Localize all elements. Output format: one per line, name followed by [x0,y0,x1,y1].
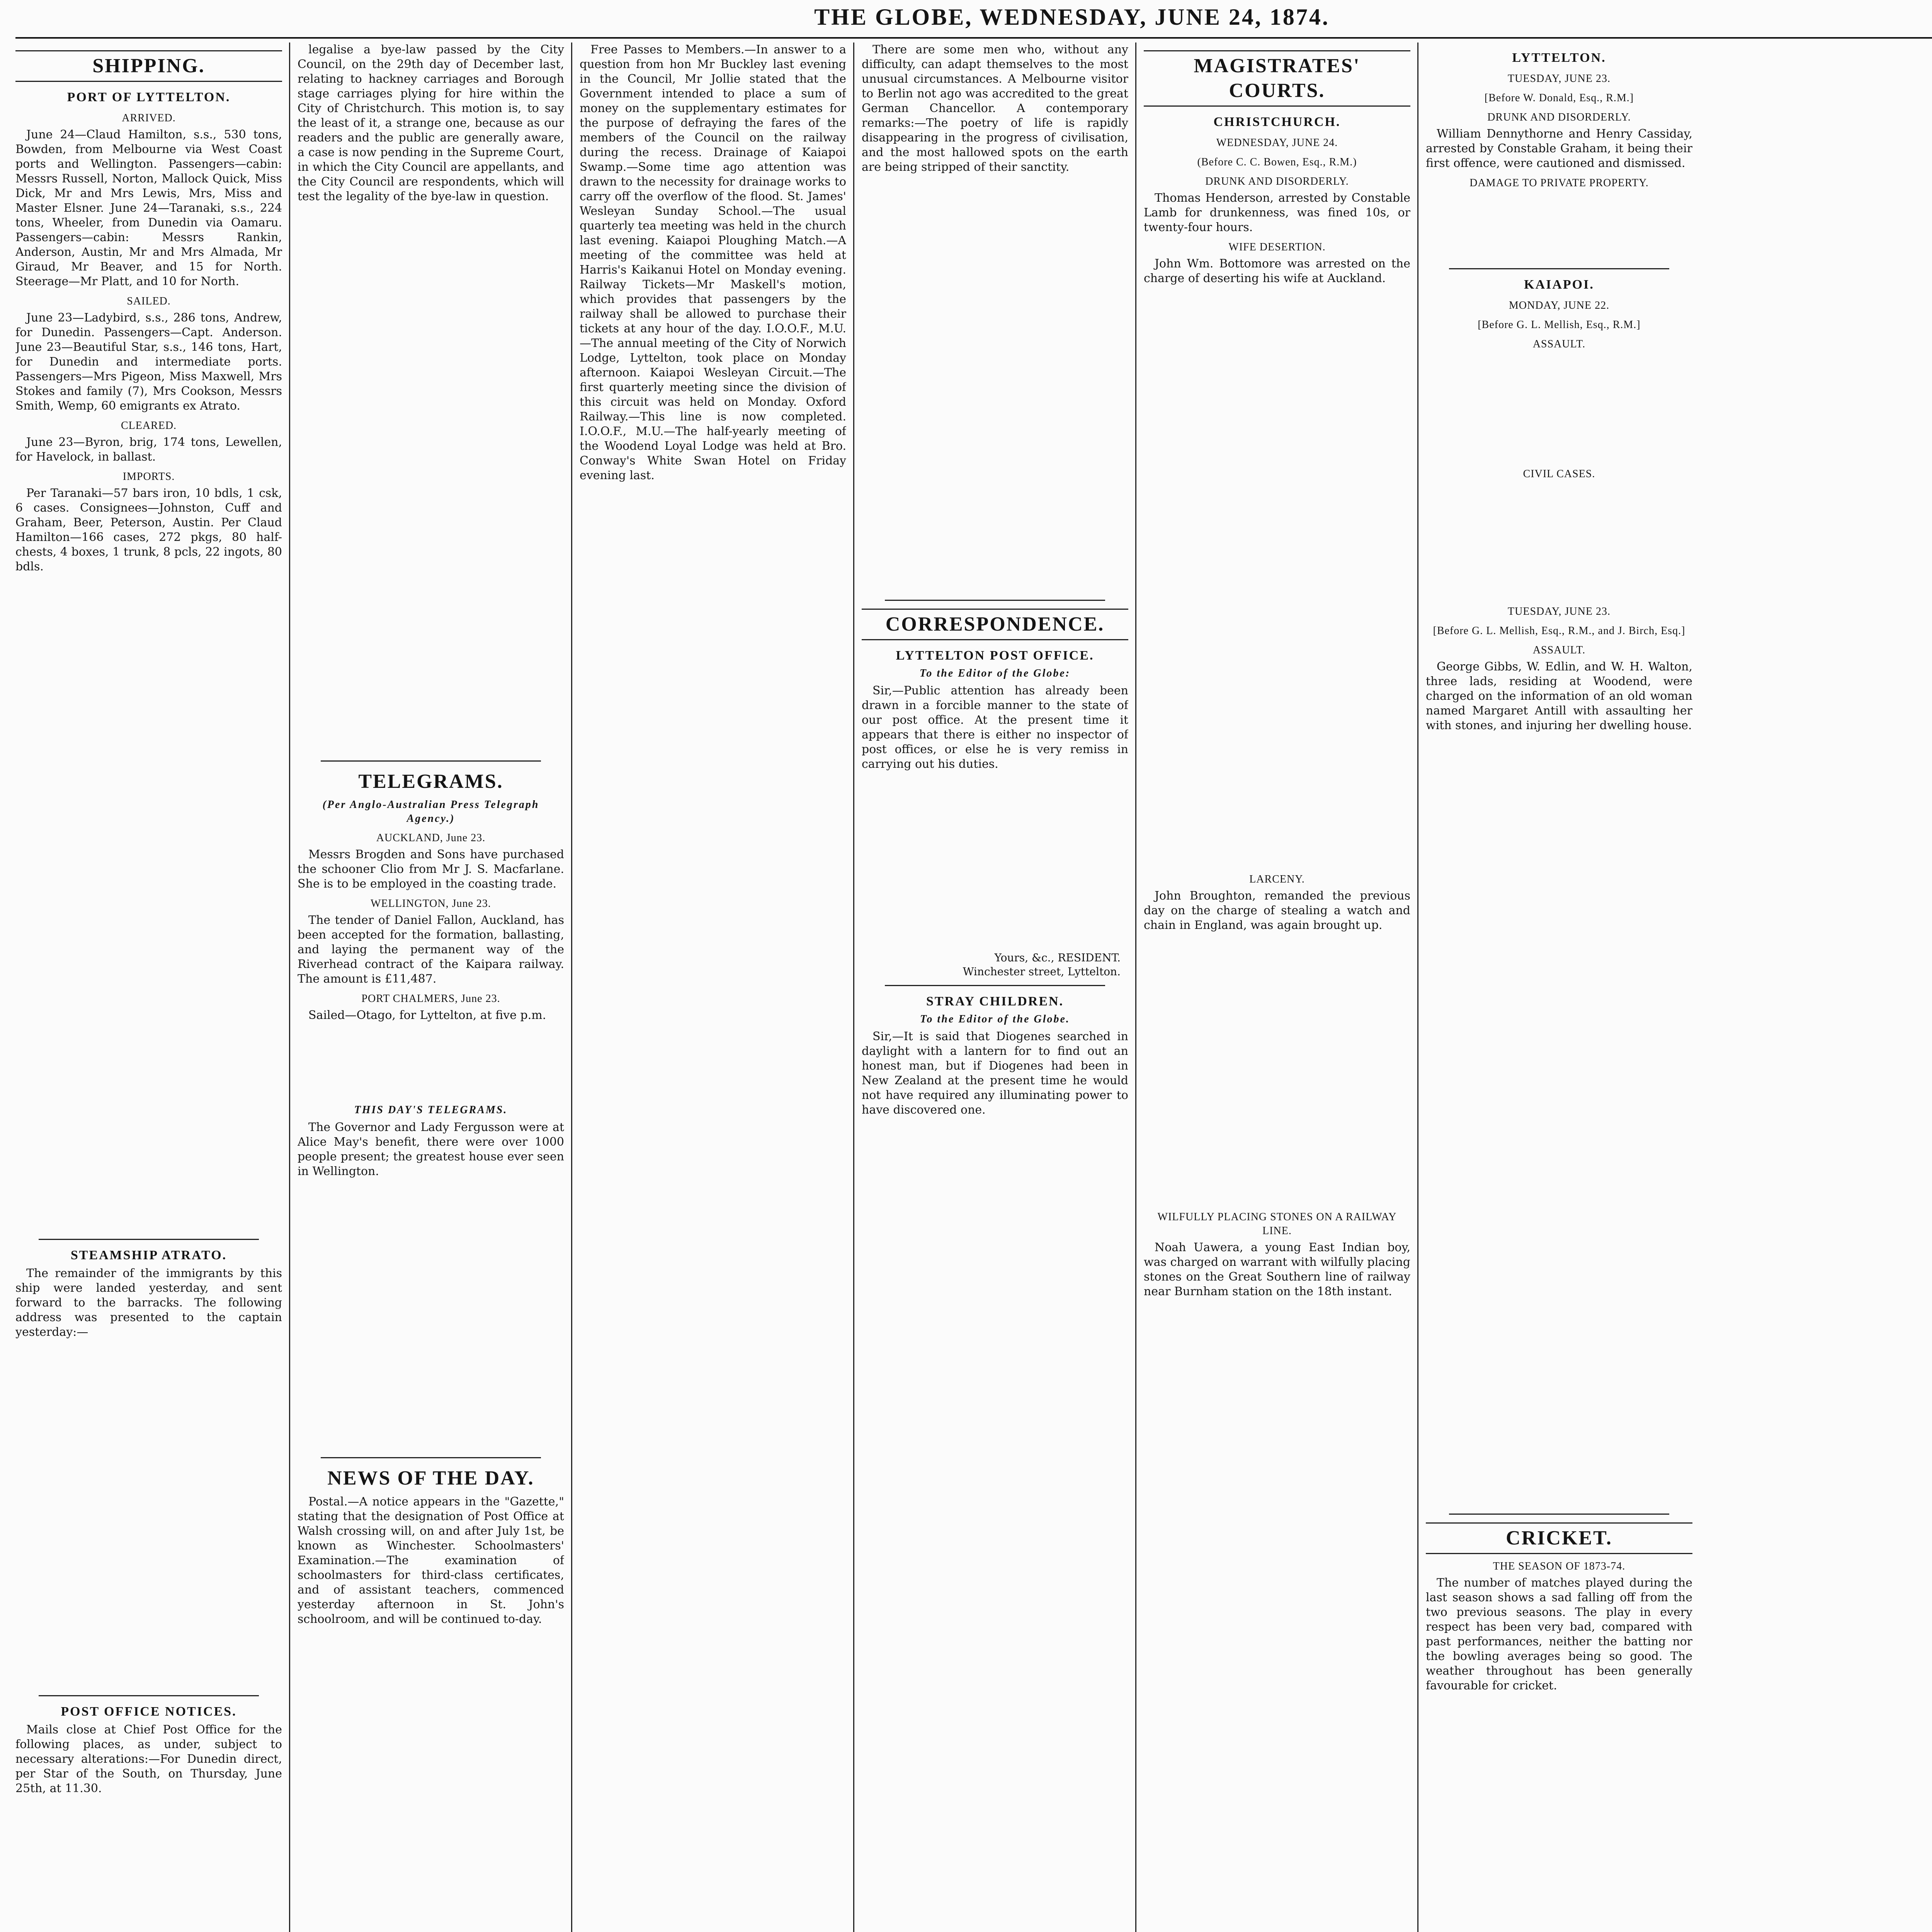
section-rule [885,600,1105,601]
todays-telegrams-text: The Governor and Lady Fergusson were at Alice May's benefit, there were over 1000 people present; the greatest house ever seen in Wellington. [298,1121,564,1178]
filler-text [1426,354,1692,462]
cleared-heading: CLEARED. [121,420,177,432]
steamship-heading: STEAMSHIP ATRATO. [70,1248,227,1262]
port-chalmers-text: Sailed—Otago, for Lyttelton, at five p.m. [308,1009,546,1022]
larceny-heading: LARCENY. [1249,873,1305,885]
kaiapoi-date: MONDAY, JUNE 22. [1509,299,1610,311]
sailed-heading: SAILED. [127,295,171,307]
court1-bench: (Before C. C. Bowen, Esq., R.M.) [1197,156,1357,168]
shipping-heading: SHIPPING. [15,50,282,82]
port-chalmers-dateline: PORT CHALMERS, June 23. [361,993,500,1005]
letter1-salutation: To the Editor of the Globe: [919,667,1071,679]
magistrates-heading: MAGISTRATES' COURTS. [1144,50,1410,107]
leader-continued: legalise a bye-law passed by the City Council, on the 29th day of December last, relating to hackney carriages and Borough stage carriages plying for hire within the City of Christchurch. This motion is, to say the least of it, a strange one, because as our readers and the public are generally aware, a case is now pending in the Supreme Court, in which the City Council are appellants, and the City Council are respondents, which will test the legality of the bye-law in question. [298,43,564,203]
civil-cases-heading: CIVIL CASES. [1523,468,1595,480]
letter1-signature: Yours, &c., RESIDENT. [994,951,1121,964]
news-text: Postal.—A notice appears in the "Gazette," stating that the designation of Post Office at Walsh crossing will, on and after July 1st, be known as Winchester. Schoolmasters' Examination.—The examination of schoolmasters for third-class certificates, and of assistant teachers, commenced yesterday afternoon in St. John's schoolroom, and will be continued to-day. [298,1495,564,1626]
filler-text [15,1341,282,1689]
wellington-dateline: WELLINGTON, June 23. [371,898,491,910]
letter2-salutation: To the Editor of the Globe. [920,1013,1070,1025]
assault2-text: George Gibbs, W. Edlin, and W. H. Walton, three lads, residing at Woodend, were charged on the information of an old woman named Margaret Antill with assaulting her with stones, and injuring her dwelling house. [1426,660,1692,732]
arrived-text: June 24—Claud Hamilton, s.s., 530 tons, Bowden, from Melbourne via West Coast ports and Wellington. Passengers—cabin: Messrs Russell, Norton, Mallock Quick, Miss Dick, Mr and Mrs Lewis, Mrs, Miss and Master Elsner. June 24—Taranaki, s.s., 224 tons, Wheeler, from Dunedin via Oamaru. Passengers—cabin: Messrs Rankin, Anderson, Austin, Mr and Mrs Almada, Mr Giraud, Mr Beaver, and 15 for North. Steerage—Mr Platt, and 10 for North. [15,128,282,288]
arrived-heading: ARRIVED. [122,112,176,124]
court2-bench: [Before W. Donald, Esq., R.M.] [1484,92,1634,104]
letter2-heading: STRAY CHILDREN. [926,994,1064,1009]
stones-heading: WILFULLY PLACING STONES ON A RAILWAY LINE. [1157,1211,1397,1237]
todays-telegrams-heading: THIS DAY'S TELEGRAMS. [354,1104,508,1116]
filler-text [1144,934,1410,1205]
drunk2-text: William Dennythorne and Henry Cassiday, arrested by Constable Graham, it being their first offence, were cautioned and dismissed. [1426,127,1692,170]
cricket-text: The number of matches played during the last season shows a sad falling off from the two previous seasons. The play in every respect has been very bad, compared with past performances, neither the batting nor the bowling averages being so good. The weather throughout has been generally favourable for cricket. [1426,1576,1692,1692]
stones-text: Noah Uawera, a young East Indian boy, was charged on warrant with wilfully placing stones on the Great Southern line of railway near Burnham station on the 18th instant. [1144,1241,1410,1298]
wellington-text: The tender of Daniel Fallon, Auckland, has been accepted for the formation, ballasting, and laying the permanent way of the Riverhead contract of the Kaipara railway. The amount is £11,487. [298,913,564,986]
court3-bench: [Before G. L. Mellish, Esq., R.M., and J. Birch, Esq.] [1433,625,1685,637]
cricket-heading: CRICKET. [1426,1522,1692,1554]
court2-date: TUESDAY, JUNE 23. [1508,73,1611,85]
news-heading: NEWS OF THE DAY. [327,1467,534,1489]
news-paragraphs: Free Passes to Members.—In answer to a question from hon Mr Buckley last evening in the Council, Mr Jollie stated that the Government intended to place a sum of money on the supplementary estimates for the purpose of defraying the fares of the members of the Council on the railway during the recess. Drainage of Kaiapoi Swamp.—Some time ago attention was drawn to the necessity for drainage works to carry off the overflow of the flood. St. James' Wesleyan Sunday School.—The usual quarterly tea meeting was held in the church last evening. Kaiapoi Ploughing Match.—A meeting of the committee was held at Harris's Kaikanui Hotel on Monday evening. Railway Tickets—Mr Maskell's motion, which provides that passengers by the railway shall be allowed to purchase their tickets at any hour of the day. I.O.O.F., M.U.—The annual meeting of the City of Norwich Lodge, Lyttelton, took place on Monday afternoon. Kaiapoi Wesleyan Circuit.—The first quarterly meeting since the division of this circuit was held on Monday. Oxford Railway.—This line is now completed. I.O.O.F., M.U.—The half-yearly meeting of the Woodend Loyal Lodge was held at Bro. Conway's White Swan Hotel on Friday evening last. [580,43,846,482]
kaiapoi-heading: KAIAPOI. [1524,277,1594,292]
drunk2-heading: DRUNK AND DISORDERLY. [1487,111,1631,123]
drunk-heading: DRUNK AND DISORDERLY. [1205,175,1349,187]
court1-date: WEDNESDAY, JUNE 24. [1216,137,1338,149]
court2-heading: LYTTELTON. [1512,51,1606,65]
filler-text [298,1628,564,1932]
paragraphs-text: There are some men who, without any difficulty, can adapt themselves to the most unusual circumstances. A Melbourne visitor to Berlin not ago was accredited to the great German Chancellor. A contemporary remarks:—The poetry of life is rapidly disappearing in the progress of civilisation, and the most hallowed spots on the earth are being stripped of their sanctity. [862,43,1128,174]
filler-text [298,1024,564,1102]
filler-text [1144,287,1410,867]
section-rule [321,760,541,762]
desertion-heading: WIFE DESERTION. [1228,241,1326,253]
section-rule [1449,1514,1669,1515]
imports-text: Per Taranaki—57 bars iron, 10 bdls, 1 csk, 6 cases. Consignees—Johnston, Cuff and Graham, Beer, Peterson, Austin. Per Claud Hamilton—166 cases, 272 pkgs, 80 half-chests, 4 boxes, 1 trunk, 8 pcls, 22 ingots, 80 bdls. [15,486,282,573]
masthead-rule [15,37,1932,39]
court1-heading: CHRISTCHURCH. [1213,115,1341,129]
season-heading: THE SEASON OF 1873-74. [1493,1560,1626,1572]
filler-text [862,176,1128,594]
kaiapoi-bench: [Before G. L. Mellish, Esq., R.M.] [1478,319,1641,331]
court3-date: TUESDAY, JUNE 23. [1508,605,1611,617]
filler-text [1426,1695,1692,1932]
sailed-text: June 23—Ladybird, s.s., 286 tons, Andrew, for Dunedin. Passengers—Capt. Anderson. June 23—Beautiful Star, s.s., 146 tons, Hart, for Dunedin and intermediate ports. Passengers—Mrs Pigeon, Miss Maxwell, Mrs Stokes and family (7), Mrs Cookson, Messrs Smith, Wemp, 60 emigrants ex Atrato. [15,311,282,413]
telegrams-heading: TELEGRAMS. [358,770,503,793]
filler-text [1144,1301,1410,1932]
column-divider [289,43,290,1932]
column-5 [1144,43,1410,1932]
filler-text [298,206,564,754]
filler-text [862,1119,1128,1932]
filler-text [1426,483,1692,599]
letter1-heading: LYTTELTON POST OFFICE. [896,648,1094,663]
auckland-dateline: AUCKLAND, June 23. [376,832,486,844]
imports-heading: IMPORTS. [122,471,175,483]
section-rule [321,1457,541,1458]
section-rule [39,1239,259,1240]
larceny-text: John Broughton, remanded the previous day on the charge of stealing a watch and chain in England, was again brought up. [1144,889,1410,932]
assault2-heading: ASSAULT. [1532,644,1586,656]
filler-text [580,485,846,1932]
filler-text [15,1798,282,1932]
column-3 [580,43,846,1932]
column-divider [1135,43,1136,1932]
desertion-text: John Wm. Bottomore was arrested on the charge of deserting his wife at Auckland. [1144,257,1410,285]
section-rule [885,985,1105,986]
section-rule [1449,268,1669,269]
drunk-text: Thomas Henderson, arrested by Constable Lamb for drunkenness, was fined 10s, or twenty-four hours. [1144,191,1410,234]
letter1-location: Winchester street, Lyttelton. [963,965,1121,978]
filler-text [15,576,282,1233]
section-rule [39,1695,259,1696]
column-divider [1417,43,1418,1932]
post-office-heading: POST OFFICE NOTICES. [61,1704,237,1719]
masthead [0,3,1932,34]
telegrams-agency: (Per Anglo-Australian Press Telegraph Agency.) [322,799,539,825]
port-heading: PORT OF LYTTELTON. [67,90,231,104]
post-office-text: Mails close at Chief Post Office for the following places, as under, subject to necessary alterations:—For Dunedin direct, per Star of the South, on Thursday, June 25th, at 11.30. [15,1723,282,1795]
column-divider [571,43,572,1932]
cleared-text: June 23—Byron, brig, 174 tons, Lewellen, for Havelock, in ballast. [15,435,282,464]
correspondence-heading: CORRESPONDENCE. [862,609,1128,640]
assault-heading: ASSAULT. [1532,338,1586,350]
filler-text [862,773,1128,951]
column-6 [1426,43,1692,1932]
letter1-text: Sir,—Public attention has already been drawn in a forcible manner to the state of our post office. At the present time it appears that there is either no inspector of post offices, or else he is very remiss in carrying out his duties. [862,684,1128,771]
filler-text [1426,192,1692,262]
column-divider [853,43,854,1932]
damage-heading: DAMAGE TO PRIVATE PROPERTY. [1469,177,1649,189]
column-2 [298,43,564,1932]
column-1 [15,43,282,1932]
column-4 [862,43,1128,1932]
auckland-text: Messrs Brogden and Sons have purchased the schooner Clio from Mr J. S. Macfarlane. She is to be employed in the coasting trade. [298,848,564,891]
newspaper-title: THE GLOBE, WEDNESDAY, JUNE 24, 1874. [814,4,1330,30]
filler-text [1426,735,1692,1507]
filler-text [298,1180,564,1451]
letter2-text: Sir,—It is said that Diogenes searched in daylight with a lantern for to find out an honest man, but if Diogenes had been in New Zealand at the present time he would not have required any illuminating power to have discovered one. [862,1030,1128,1117]
steamship-text: The remainder of the immigrants by this ship were landed yesterday, and sent forward to the barracks. The following address was presented to the captain yesterday:— [15,1267,282,1339]
